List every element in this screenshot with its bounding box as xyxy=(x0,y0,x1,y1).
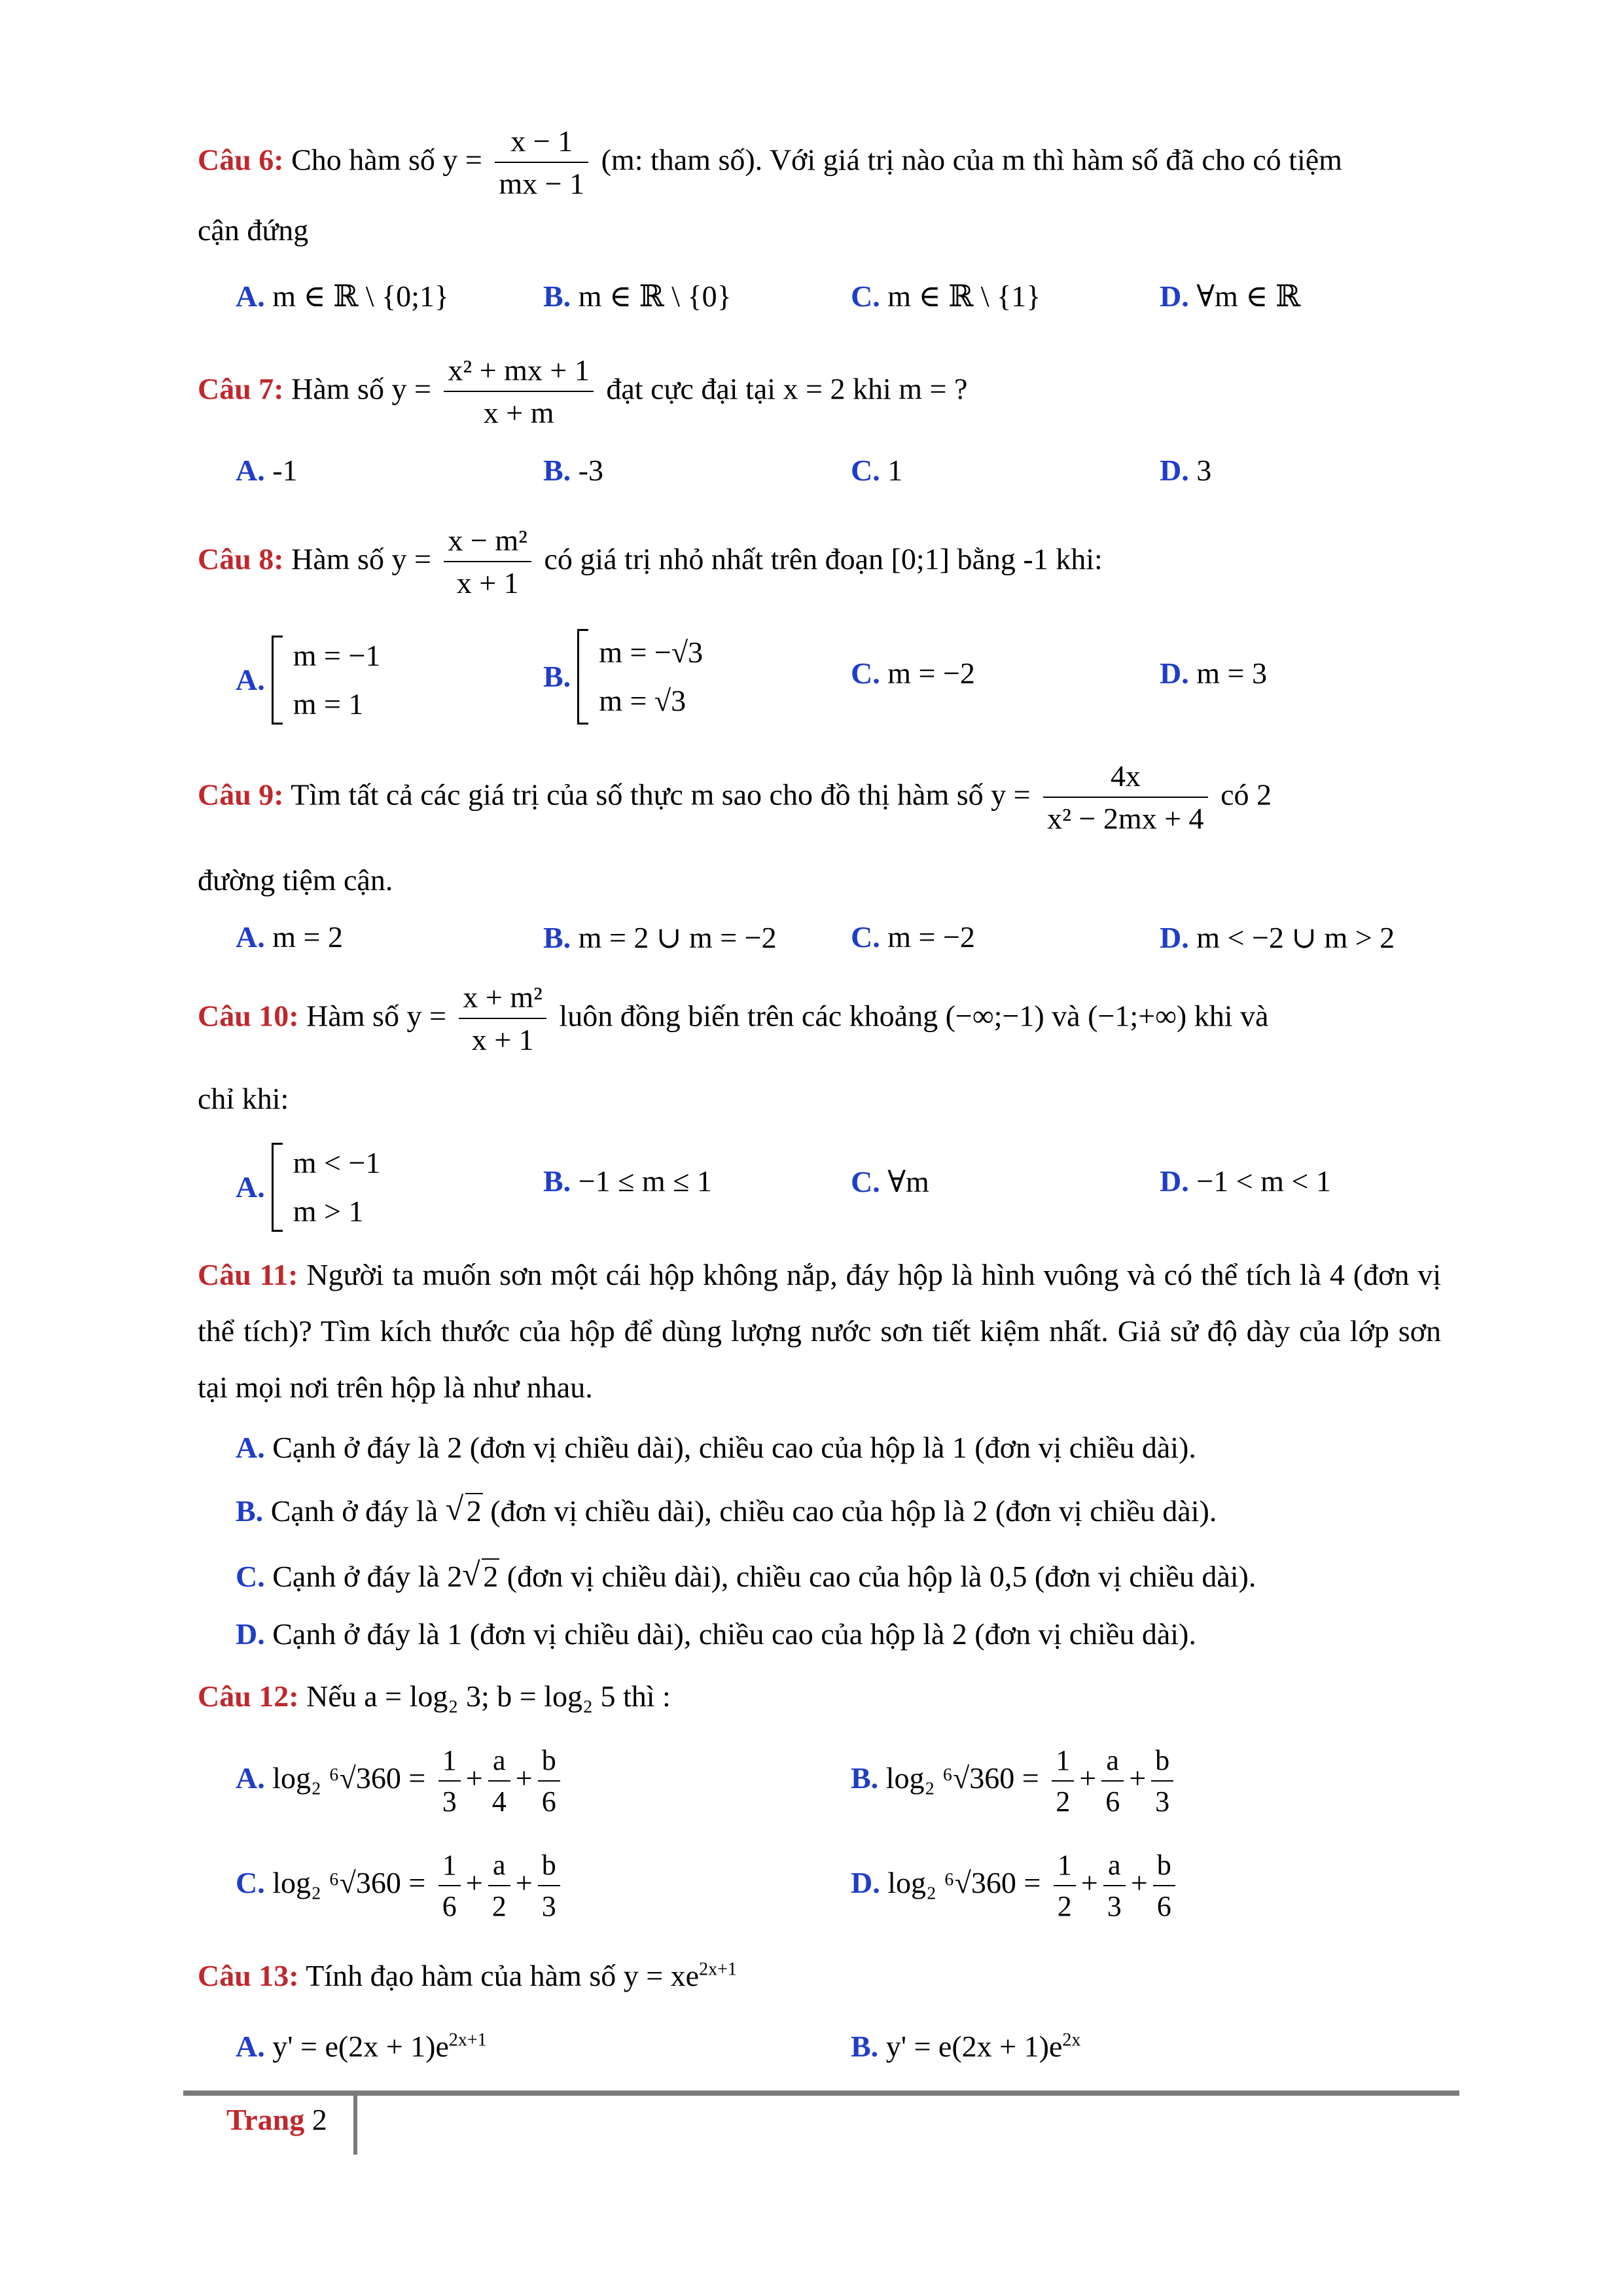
q6-frac-den: mx − 1 xyxy=(499,166,585,200)
q10-line1 xyxy=(198,980,1268,1058)
q8-frac-den: x + 1 xyxy=(456,565,519,600)
q7-label: Câu 7: xyxy=(198,372,284,406)
q7-fraction xyxy=(444,353,593,431)
q8-option-b: B. m = −√3 m = √3 xyxy=(543,628,703,725)
q7-line1 xyxy=(198,353,967,431)
q10-frac-den: x + 1 xyxy=(471,1022,534,1056)
q10-option-a: A. m < −1 m > 1 xyxy=(236,1139,380,1235)
q12-text-before: Nếu xyxy=(306,1679,357,1713)
q10-label: Câu 10: xyxy=(198,999,299,1033)
q9-option-b: B. m = 2 ∪ m = −2 xyxy=(543,921,777,954)
q12-text-after: thì : xyxy=(622,1679,671,1713)
q7-formula-lhs: y = xyxy=(391,372,431,406)
q9-text-before: Tìm tất cả các giá trị của số thực m sao cho đồ thị hàm số xyxy=(291,778,984,812)
q11-label: Câu 11: xyxy=(198,1258,298,1291)
q11-option-c: C. Cạnh ở đáy là 2 √ 2 (đơn vị chiều dài), chiều cao của hộp là 0,5 (đơn vị chiều dài). xyxy=(236,1556,1257,1593)
q8-fraction xyxy=(444,524,531,601)
q10-option-d: D. −1 < m < 1 xyxy=(1160,1164,1331,1198)
q10-text-after: luôn đồng biến trên các khoảng (−∞;−1) và (−1;+∞) khi và xyxy=(559,999,1269,1033)
q10-text-before: Hàm số xyxy=(306,999,399,1033)
q13-option-a: A. $y' = e(2x + 1)e^{2x+1}$ xyxy=(236,2030,487,2063)
q11-option-d: D. Cạnh ở đáy là 1 (đơn vị chiều dài), chiều cao của hộp là 2 (đơn vị chiều dài). xyxy=(236,1617,1196,1651)
q6-line1 xyxy=(198,124,1342,202)
footer-rule xyxy=(183,2090,1459,2096)
q6-frac-num: x − 1 xyxy=(495,124,588,163)
q12-formula: a = log₂ 3; b = log₂ 5 xyxy=(364,1679,616,1713)
q8-formula-lhs: y = xyxy=(391,542,431,576)
q9-text-line2: đường tiệm cận. xyxy=(198,863,393,897)
q9-label: Câu 9: xyxy=(198,778,284,812)
q7-text-after: đạt cực đại tại x = 2 khi m = ? xyxy=(606,372,968,406)
q6-fraction xyxy=(495,124,588,202)
q13-formula: $y = xe^{2x+1}$ xyxy=(623,1959,737,1992)
footer-page: 2 xyxy=(312,2103,327,2136)
q6-text-after: (m: tham số). Với giá trị nào của m thì hàm số đã cho có tiệm xyxy=(601,143,1342,177)
q11-text: Người ta muốn sơn một cái hộp không nắp, đáy hộp là hình vuông và có thể tích là 4 (đơn vị thể tích)? Tìm kích thước của hộp để dùng lượng nước sơn tiết kiệm nhất. Giả sử độ dày của lớp sơn tại mọi nơi trên hộp là như nhau. xyxy=(198,1258,1442,1404)
q10-frac-num: x + m² xyxy=(459,980,546,1019)
q13-option-b: B. $y' = e(2x + 1)e^{2x}$ xyxy=(851,2030,1081,2063)
q12-option-a: A. log₂ ⁶√360 = $\frac{1}{3}$ + $\frac{a}{4}$ + $\frac{b}{6}$ xyxy=(236,1744,565,1818)
q12-line1 xyxy=(198,1679,671,1713)
q6-formula-lhs: y = xyxy=(442,143,482,177)
q10-fraction xyxy=(459,980,546,1058)
q12-option-b: B. log₂ ⁶√360 = $\frac{1}{2}$ + $\frac{a}{6}$ + $\frac{b}{3}$ xyxy=(851,1744,1179,1818)
q10-option-c: C. ∀m xyxy=(851,1165,929,1198)
q7-option-d: D. 3 xyxy=(1160,454,1212,487)
q12-option-c: C. log₂ ⁶√360 = $\frac{1}{6}$ + $\frac{a}{2}$ + $\frac{b}{3}$ xyxy=(236,1849,565,1923)
q9-option-c: C. m = −2 xyxy=(851,920,975,954)
q8-frac-num: x − m² xyxy=(444,524,531,562)
footer-page-number xyxy=(226,2102,327,2137)
q8-option-d: D. m = 3 xyxy=(1160,656,1267,690)
q9-frac-den: x² − 2mx + 4 xyxy=(1047,801,1204,835)
q7-option-c: C. 1 xyxy=(851,454,903,487)
q10-formula-lhs: y = xyxy=(406,999,446,1033)
q13-text-before: Tính đạo hàm của hàm số xyxy=(306,1959,616,1992)
footer-label: Trang xyxy=(226,2103,305,2136)
q6-option-a: A. m ∈ ℝ \ {0;1} xyxy=(236,279,450,313)
q6-option-d: D. ∀m ∈ ℝ xyxy=(1160,279,1301,313)
q11-option-b: B. Cạnh ở đáy là √ 2 (đơn vị chiều dài), chiều cao của hộp là 2 (đơn vị chiều dài). xyxy=(236,1490,1217,1528)
q8-option-c: C. m = −2 xyxy=(851,656,975,690)
q9-option-a: A. m = 2 xyxy=(236,920,343,954)
q11-option-a: A. Cạnh ở đáy là 2 (đơn vị chiều dài), chiều cao của hộp là 1 (đơn vị chiều dài). xyxy=(236,1431,1196,1464)
q13-label: Câu 13: xyxy=(198,1959,299,1992)
q9-frac-num: 4x xyxy=(1043,759,1207,798)
q8-text-after: có giá trị nhỏ nhất trên đoạn [0;1] bằng -1 khi: xyxy=(544,542,1103,576)
q9-option-d: D. m < −2 ∪ m > 2 xyxy=(1160,921,1395,954)
q9-text-after: có 2 xyxy=(1221,778,1272,812)
q6-text-line2: cận đứng xyxy=(198,213,309,247)
q8-text-before: Hàm số xyxy=(291,542,384,576)
q11-paragraph xyxy=(198,1247,1441,1416)
q12-option-d: D. log₂ ⁶√360 = $\frac{1}{2}$ + $\frac{a}{3}$ + $\frac{b}{6}$ xyxy=(851,1849,1181,1923)
q6-option-c: C. m ∈ ℝ \ {1} xyxy=(851,279,1041,313)
q12-label: Câu 12: xyxy=(198,1679,299,1713)
q6-label: Câu 6: xyxy=(198,143,284,177)
footer-divider xyxy=(353,2096,357,2155)
q8-line1 xyxy=(198,524,1103,601)
q13-line1 xyxy=(198,1958,737,1993)
q7-frac-den: x + m xyxy=(483,395,554,429)
q9-fraction xyxy=(1043,759,1207,836)
q7-text-before: Hàm số xyxy=(291,372,384,406)
q6-text-before: Cho hàm số xyxy=(291,143,435,177)
q9-formula-lhs: y = xyxy=(991,778,1031,812)
q8-label: Câu 8: xyxy=(198,542,284,576)
q7-option-a: A. -1 xyxy=(236,454,298,487)
q7-option-b: B. -3 xyxy=(543,454,604,487)
q9-line1 xyxy=(198,759,1441,836)
q6-option-b: B. m ∈ ℝ \ {0} xyxy=(543,279,732,313)
q10-text-line2: chỉ khi: xyxy=(198,1082,289,1115)
q7-frac-num: x² + mx + 1 xyxy=(444,353,593,392)
q10-option-b: B. −1 ≤ m ≤ 1 xyxy=(543,1164,712,1198)
q8-option-a: A. m = −1 m = 1 xyxy=(236,632,380,728)
